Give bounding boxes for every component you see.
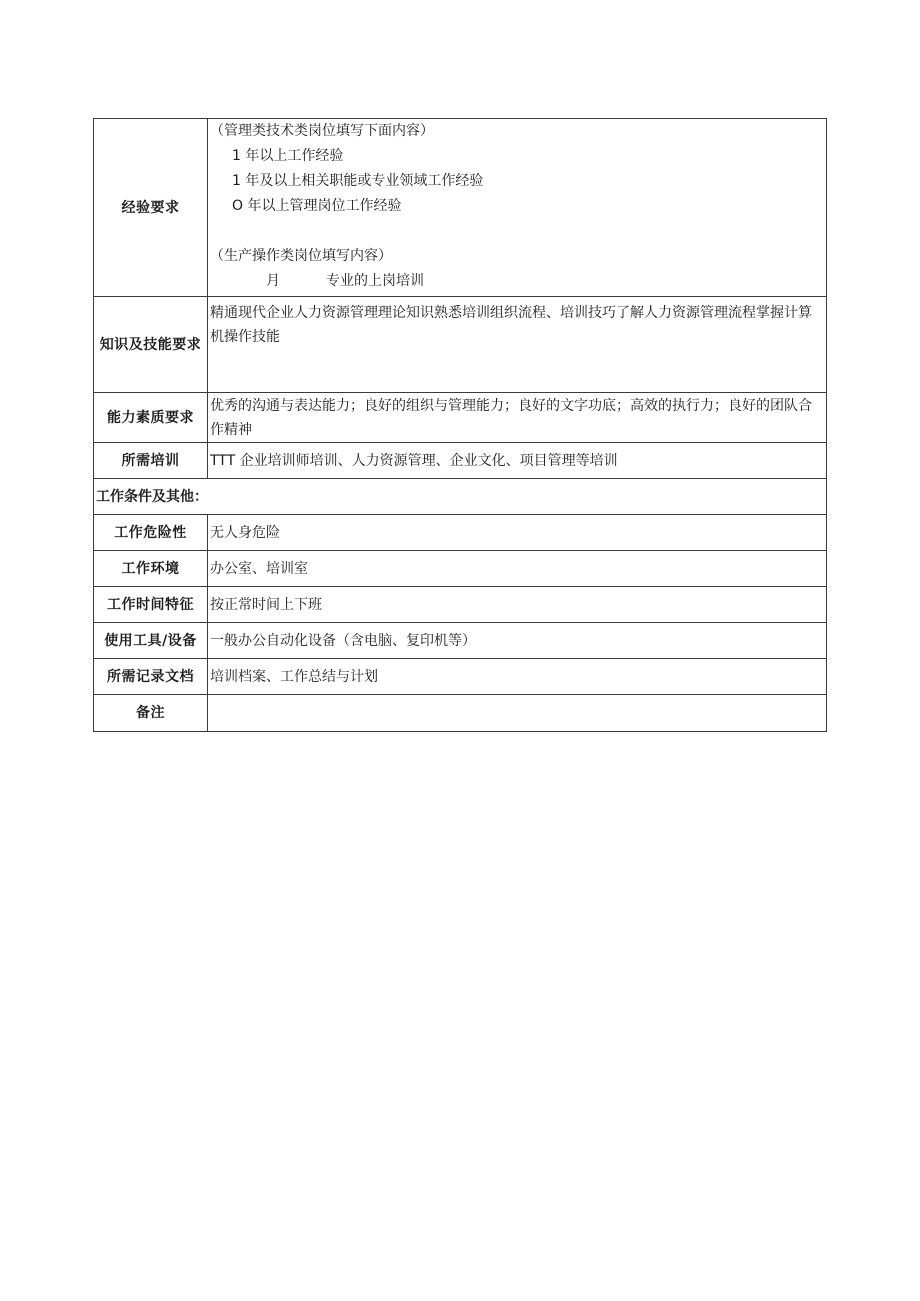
- prod-month: 月: [266, 273, 280, 289]
- condition-label: 使用工具/设备: [94, 623, 208, 659]
- conditions-header-row: [94, 479, 827, 515]
- training-prefix: TTT: [210, 452, 236, 469]
- experience-line-2-text: 年及以上相关职能或专业领域工作经验: [245, 173, 484, 189]
- ability-label: 能力素质要求: [94, 393, 208, 443]
- knowledge-label: 知识及技能要求: [94, 297, 208, 393]
- condition-value: [208, 695, 827, 732]
- experience-line-1: [210, 144, 822, 169]
- ability-value: 优秀的沟通与表达能力；良好的组织与管理能力；良好的文字功底；高效的执行力；良好的团队合作精神: [208, 393, 827, 443]
- experience-line-3: [210, 194, 822, 219]
- knowledge-value: 精通现代企业人力资源管理理论知识熟悉培训组织流程、培训技巧了解人力资源管理流程掌握计算机操作技能: [208, 297, 827, 393]
- condition-row: [94, 695, 827, 732]
- experience-line-2: [210, 169, 822, 194]
- condition-label: 工作危险性: [94, 515, 208, 551]
- condition-row: [94, 659, 827, 695]
- condition-value: 无人身危险: [208, 515, 827, 551]
- ability-row: [94, 393, 827, 443]
- conditions-header: 工作条件及其他：: [94, 479, 827, 515]
- experience-value: [208, 119, 827, 297]
- condition-label: 工作时间特征: [94, 587, 208, 623]
- condition-value: 培训档案、工作总结与计划: [208, 659, 827, 695]
- knowledge-row: [94, 297, 827, 393]
- experience-row: [94, 119, 827, 297]
- experience-blank-line: [210, 219, 822, 244]
- prod-text: 专业的上岗培训: [326, 273, 424, 289]
- condition-row: [94, 587, 827, 623]
- experience-line-1-text: 年以上工作经验: [245, 148, 344, 164]
- prod-header: （生产操作类岗位填写内容）: [210, 248, 392, 264]
- prod-line: [210, 269, 822, 294]
- condition-value: 办公室、培训室: [208, 551, 827, 587]
- condition-row: [94, 515, 827, 551]
- condition-label: 工作环境: [94, 551, 208, 587]
- condition-row: [94, 551, 827, 587]
- condition-row: [94, 623, 827, 659]
- experience-label: 经验要求: [94, 119, 208, 297]
- condition-label: 所需记录文档: [94, 659, 208, 695]
- experience-line-3-num: O: [232, 198, 244, 214]
- training-text: 企业培训师培训、人力资源管理、企业文化、项目管理等培训: [239, 452, 618, 469]
- experience-line-1-num: 1: [232, 148, 241, 164]
- training-value: [208, 443, 827, 479]
- condition-value: 一般办公自动化设备（含电脑、复印机等）: [208, 623, 827, 659]
- condition-label: 备注: [94, 695, 208, 732]
- mgmt-header: （管理类技术类岗位填写下面内容）: [210, 123, 434, 139]
- experience-line-2-num: 1: [232, 173, 241, 189]
- experience-line-3-text: 年以上管理岗位工作经验: [247, 198, 402, 214]
- training-label: 所需培训: [94, 443, 208, 479]
- job-description-table: [93, 118, 827, 732]
- condition-value: 按正常时间上下班: [208, 587, 827, 623]
- training-row: [94, 443, 827, 479]
